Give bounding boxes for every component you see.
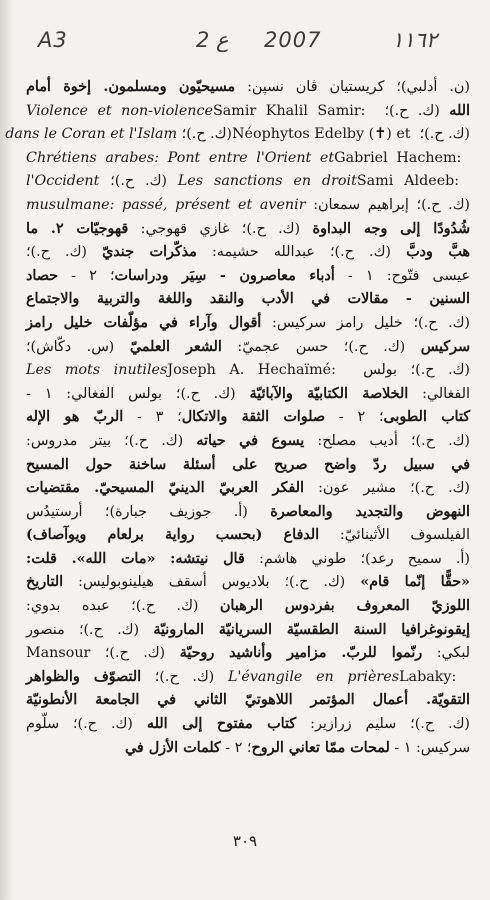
italic-title-segment: dans le Coran et l'Islam — [5, 126, 178, 143]
bold-title-segment: مذكّرات جنديّ — [102, 244, 197, 261]
text-line — [26, 336, 470, 360]
handwritten-annotations — [0, 22, 490, 62]
text-segment: (ك. ح.)؛ أديب مصلح: — [304, 432, 470, 449]
text-segment: (ك. ح.)؛ خليل رامز سركيس: — [261, 314, 470, 331]
text-line — [26, 312, 470, 336]
text-segment: (ك. ح.)؛ — [374, 102, 450, 119]
text-line — [26, 359, 470, 383]
bold-title-segment: التصوّف والظواهر — [26, 668, 142, 685]
text-line — [26, 147, 470, 171]
text-line — [26, 737, 470, 761]
bold-title-segment: التاريخ — [26, 574, 64, 591]
bold-title-segment: حصاد — [26, 267, 58, 284]
text-segment: (ك. ح.)؛ سليم زرازير: — [296, 716, 471, 733]
text-line — [26, 524, 470, 548]
text-segment: Samir Khalil Samir: — [212, 102, 375, 119]
text-segment: ؛ ٢ - — [57, 267, 115, 284]
text-segment: (ك. ح.)؛ — [141, 668, 228, 685]
bold-title-segment: الخلاصة الكتابيّة والآبائيّة — [249, 385, 409, 402]
bold-title-segment: الفكر العربيّ الدينيّ المسيحيّ. مقتضيات — [26, 480, 304, 497]
text-segment: (أ. سميح رعد)؛ طوني هاشم: — [244, 550, 470, 567]
text-segment: (ن. أدلبي)؛ كريستيان ڤان نسپن: — [235, 79, 470, 95]
bold-title-segment: هبَّ ودبَّ — [406, 244, 470, 261]
bold-title-segment: «حقًّا إنّما قام» — [360, 574, 470, 591]
document-body — [5, 76, 471, 760]
bold-title-segment: صلوات الثقة والاتكال — [181, 409, 326, 426]
text-line — [26, 406, 470, 430]
bold-title-segment: إيقونوغرافيا السنة الطقسيّة السريانيّة المارونيّة — [153, 621, 470, 638]
text-segment: (ك. ح.)؛ غازي قهوجي: — [128, 220, 313, 237]
text-segment: Labaky: — [399, 668, 470, 685]
text-segment: (ك. ح.)؛ منصور — [26, 621, 154, 638]
text-line — [26, 170, 470, 194]
text-line — [26, 713, 470, 737]
text-line — [26, 454, 470, 478]
text-line — [26, 194, 470, 218]
bold-title-segment: التقويّة. أعمال المؤتمر اللاهوتيّ الثاني في الجامعة الأنطونيّة — [26, 692, 470, 709]
bold-title-segment: سركيس — [420, 338, 470, 355]
text-segment: الفغالي: — [408, 385, 470, 402]
text-segment: (ك. ح.)؛ — [26, 244, 103, 261]
bold-title-segment: أدباء معاصرون - سِيَر ودراسات — [114, 267, 335, 284]
bold-title-segment: أقوال وآراء في مؤلّفات خليل رامز — [26, 314, 262, 331]
bold-title-segment: الربّ هو الإله — [26, 409, 124, 426]
text-segment: لبكي: — [422, 645, 470, 662]
text-line — [26, 571, 470, 595]
text-segment: (ك. ح.)؛ إبراهيم سمعان: — [305, 196, 470, 213]
italic-title-segment: Violence et non-violence — [26, 102, 213, 119]
text-segment: (س. دكّاش)؛ — [26, 338, 130, 355]
text-line — [26, 100, 470, 124]
text-line — [26, 76, 470, 100]
text-segment: (ك. ح.)؛ — [99, 173, 178, 190]
bold-title-segment: لمحات ممّا تعاني الروح — [251, 739, 390, 756]
text-segment: عيسى فتّوح: ١ - — [334, 267, 471, 284]
bold-title-segment: قهوجيّات ٢. ما — [26, 220, 129, 237]
text-line — [26, 666, 470, 690]
bold-title-segment: الدفاع (بحسب رواية برلعام ويوآصاف) — [26, 527, 320, 544]
text-segment: (ك. ح.)؛ مشير عون: — [304, 480, 470, 497]
text-segment: (ك. ح.)؛ سلّوم — [26, 716, 147, 733]
italic-title-segment: L'évangile en prières — [227, 668, 400, 685]
text-segment: (أ. جوزيف جبارة)؛ أرستيدُس — [26, 503, 271, 520]
bold-title-segment: الله — [449, 102, 471, 119]
bold-title-segment: رنّموا للربّ. مزامير وأناشيد روحيّة — [179, 645, 423, 662]
bold-title-segment: كتاب الطوبى — [383, 409, 471, 426]
text-line — [26, 689, 470, 713]
text-segment: (ك. ح.)؛ عبده بدوي: — [26, 598, 220, 615]
text-line — [5, 123, 470, 147]
bold-title-segment: يسوع في حياته — [196, 432, 305, 449]
bold-title-segment: اللوزيّ المعروف بفردوس الرهبان — [219, 598, 470, 615]
italic-title-segment: Chrétiens arabes: Pont entre l'Orient et — [26, 149, 335, 166]
italic-title-segment: Les mots inutiles — [26, 362, 168, 379]
text-line — [26, 383, 470, 407]
bold-title-segment: كتاب مفتوح إلى الله — [146, 716, 297, 733]
text-line — [26, 619, 470, 643]
text-line — [26, 265, 470, 289]
handwritten-mark-left: A3 — [38, 28, 68, 52]
text-segment: ؛ ٢ - — [325, 409, 384, 426]
text-line — [26, 218, 470, 242]
bold-title-segment: في سبيل ردّ واضح صريح على أسئلة ساخنة حول المسيح — [26, 456, 470, 473]
handwritten-mark-right: ١١٦٢ — [392, 28, 438, 52]
text-segment: Néophytos Edelby (✝) et — [232, 126, 416, 143]
text-segment: (ك. ح.)؛ عبدالله حشيمه: — [196, 244, 407, 261]
bold-title-segment: قال نيتشه: «مات الله». قلت: — [26, 550, 245, 567]
text-segment: Mansour — [26, 645, 91, 662]
text-line — [26, 501, 470, 525]
text-line — [26, 548, 470, 572]
italic-title-segment: Les sanctions en droit — [177, 173, 357, 190]
text-line — [26, 241, 470, 265]
text-segment: ؛ ٢ - — [220, 739, 252, 756]
bold-title-segment: شُدُودًا إلى وجه البداوة — [312, 220, 470, 237]
text-line — [26, 288, 470, 312]
text-line — [26, 430, 470, 454]
text-segment: (ك. ح.)؛ بولس الفغالي: ١ - — [26, 385, 250, 402]
text-segment: Joseph A. Hechaïmé: — [167, 362, 350, 379]
italic-title-segment: musulmane: passé, présent et avenir — [26, 196, 306, 213]
text-segment: (ك. ح.)؛ بلاديوس أسقف هيلينوبوليس: — [63, 574, 361, 591]
text-segment: (ك. ح.)؛ — [177, 126, 233, 143]
bold-title-segment: السنين - مقالات في الأدب والنقد واللغة والتربية والاجتماع — [26, 291, 470, 308]
text-segment: Sami Aldeeb: — [356, 173, 470, 190]
bold-title-segment: الشعر العلميّ — [129, 338, 222, 355]
text-segment: (ك. ح.)؛ بولس — [349, 362, 470, 379]
text-segment: (ك. ح.)؛ — [415, 126, 470, 143]
bold-title-segment: كلمات الأزل في — [125, 739, 221, 756]
text-line — [26, 477, 470, 501]
bold-title-segment: النهوض والتجديد والمعاصرة — [270, 503, 470, 520]
handwritten-mark-year: 2007 — [264, 28, 322, 52]
text-segment: (ك. ح.)؛ بيتر مدروس: — [26, 432, 197, 449]
handwritten-mark-issue: 2 ع — [196, 28, 229, 52]
bold-title-segment: مسيحيّون ومسلمون. إخوة أمام — [26, 79, 236, 95]
italic-title-segment: l'Occident — [26, 173, 100, 190]
text-line — [26, 642, 470, 666]
text-segment: الفيلسوف الأثينائيّ: — [319, 527, 470, 544]
text-segment: ؛ ٣ - — [123, 409, 182, 426]
page-number: ٣٠٩ — [232, 832, 258, 850]
text-segment: (ك. ح.)؛ حسن عجميّ: — [221, 338, 421, 355]
text-line — [26, 595, 470, 619]
text-segment: Gabriel Hachem: — [334, 149, 471, 166]
text-segment: (ك. ح.)؛ — [90, 645, 180, 662]
text-segment: سركيس: ١ - — [389, 739, 470, 756]
